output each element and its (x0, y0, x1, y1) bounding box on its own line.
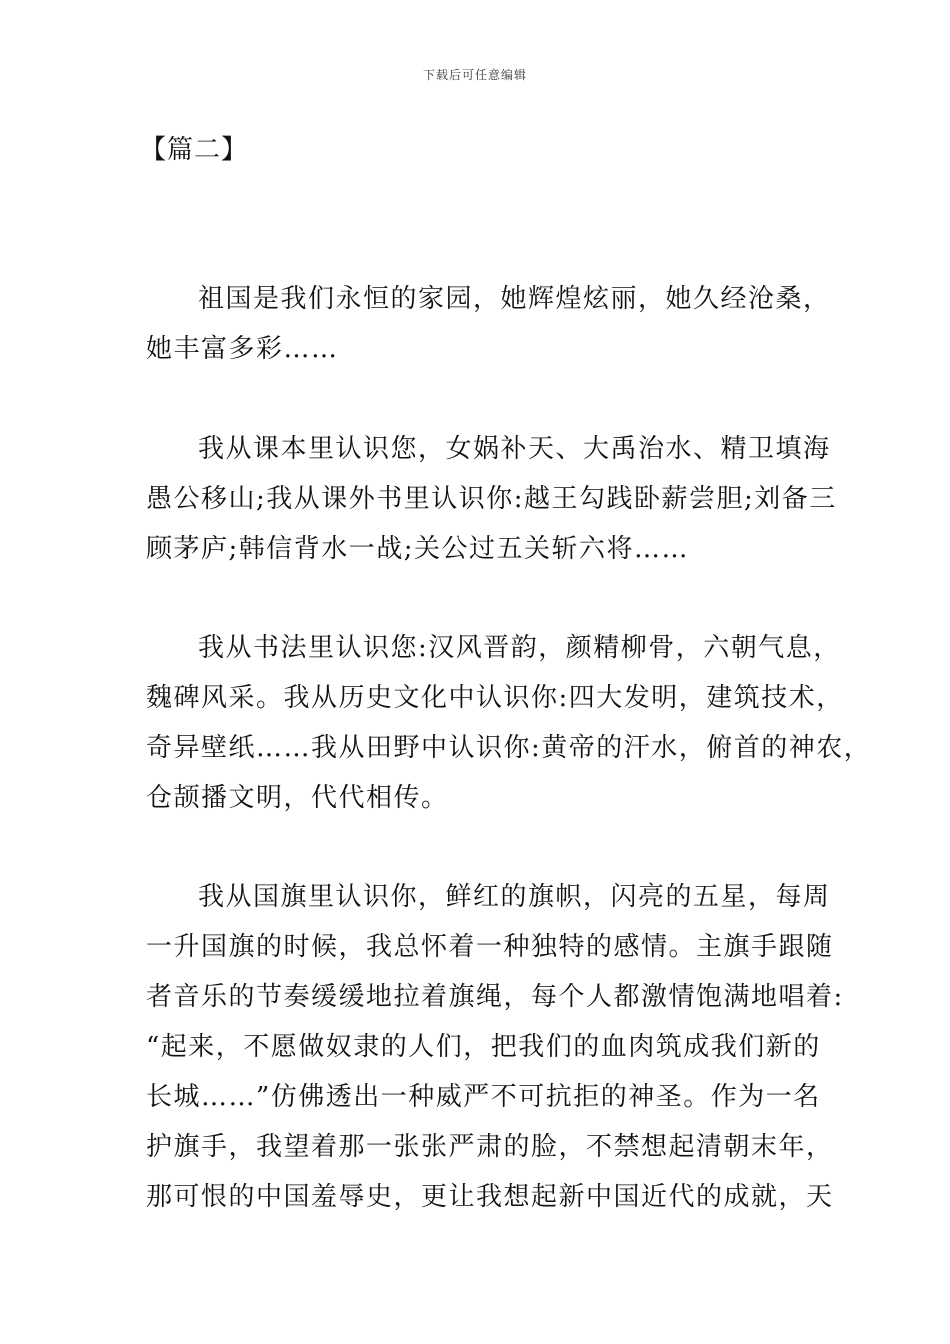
header-note: 下载后可任意编辑 (422, 68, 527, 82)
section-title: 【篇二】 (140, 135, 249, 165)
paragraph-1 (146, 274, 831, 374)
paragraph-4 (146, 872, 844, 1222)
paragraph-line: 护旗手，我望着那一张张严肃的脸，不禁想起清朝末年， (146, 1132, 834, 1162)
paragraph-line: 愚公移山;我从课外书里认识你:越王勾践卧薪尝胆;刘备三 (146, 484, 837, 514)
paragraph-line: 一升国旗的时候，我总怀着一种独特的感情。主旗手跟随 (146, 932, 834, 962)
paragraph-line: “起来，不愿做奴隶的人们，把我们的血肉筑成我们新的 (146, 1032, 821, 1062)
paragraph-3 (146, 623, 872, 823)
paragraph-line: 我从国旗里认识你，鲜红的旗帜，闪亮的五星，每周 (198, 882, 831, 912)
paragraph-2 (146, 424, 837, 574)
paragraph-line: 魏碑风采。我从历史文化中认识你:四大发明，建筑技术， (146, 683, 844, 713)
paragraph-line: 长城……”仿佛透出一种威严不可抗拒的神圣。作为一名 (146, 1082, 821, 1112)
paragraph-line: 我从书法里认识您:汉风晋韵，颜精柳骨，六朝气息， (198, 633, 841, 663)
paragraph-line: 奇异壁纸……我从田野中认识你:黄帝的汗水，俯首的神农， (146, 733, 872, 763)
paragraph-line: 她丰富多彩…… (146, 334, 339, 364)
paragraph-line: 我从课本里认识您，女娲补天、大禹治水、精卫填海 (198, 434, 831, 464)
paragraph-line: 顾茅庐;韩信背水一战;关公过五关斩六将…… (146, 534, 690, 564)
paragraph-line: 那可恨的中国羞辱史，更让我想起新中国近代的成就，天 (146, 1182, 834, 1212)
paragraph-line: 仓颉播文明，代代相传。 (146, 783, 449, 813)
paragraph-line: 者音乐的节奏缓缓地拉着旗绳，每个人都激情饱满地唱着: (146, 982, 844, 1012)
paragraph-line: 祖国是我们永恒的家园，她辉煌炫丽，她久经沧桑， (198, 284, 831, 314)
